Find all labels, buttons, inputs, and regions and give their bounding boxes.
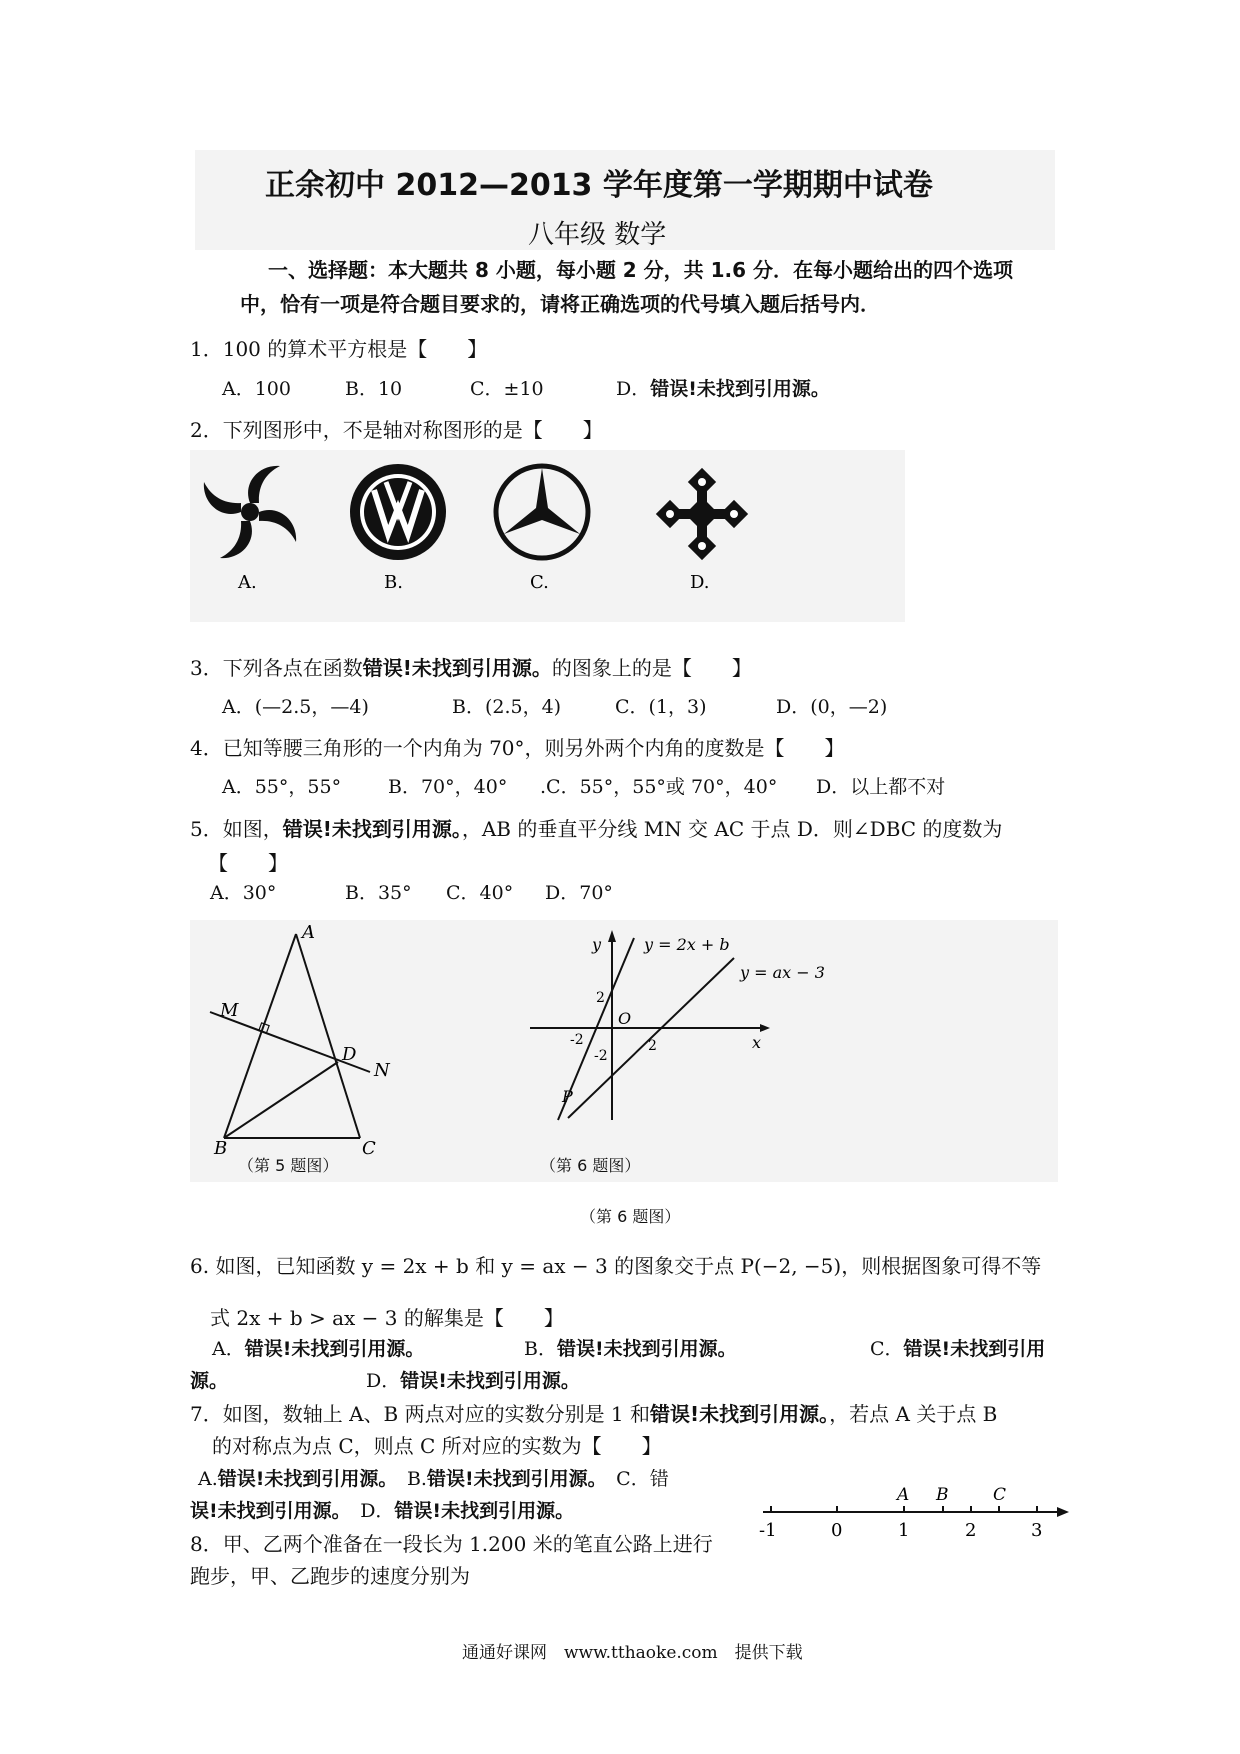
fig6-y-label: y (592, 935, 602, 954)
q7-options-row1: A.错误!未找到引用源。 B.错误!未找到引用源。 C．错 (198, 1468, 669, 1490)
fig5-label-b: B (214, 1138, 228, 1159)
q5-bracket: 【 】 (208, 851, 288, 875)
nl-point-b: B (936, 1485, 949, 1505)
fig6-tick-y2: 2 (596, 990, 605, 1006)
page-subtitle: 八年级 数学 (528, 220, 667, 250)
q1-option-c: C．±10 (470, 378, 544, 400)
q3-option-d: D．(0，—2) (776, 696, 888, 718)
q2-label-d: D. (690, 572, 710, 593)
q2-label-a: A. (238, 572, 257, 593)
star-logo-figure (496, 466, 588, 558)
q7-options-row2: 误!未找到引用源。 D．错误!未找到引用源。 (190, 1500, 575, 1522)
q5-option-d: D．70° (545, 882, 613, 904)
q5-stem: 5．如图，错误!未找到引用源。，AB 的垂直平分线 MN 交 AC 于点 D．则∠DBC 的度数为 (190, 817, 1003, 841)
nl-tick-3: 3 (1031, 1520, 1043, 1541)
q6-option-c: C．错误!未找到引用 (870, 1338, 1046, 1360)
q7-line2: 的对称点为点 C，则点 C 所对应的实数为【 】 (212, 1434, 662, 1458)
fig6-p-label: P (562, 1087, 573, 1106)
q2-label-c: C. (530, 572, 549, 593)
figure-caption: （第 6 题图） (580, 1207, 681, 1226)
pinwheel-figure (204, 466, 296, 558)
nl-tick-0: 0 (831, 1520, 843, 1541)
fig6-graph (520, 920, 840, 1140)
q4-option-a: A．55°，55° (222, 776, 342, 798)
nl-point-a: A (897, 1485, 910, 1505)
q5-option-b: B．35° (345, 882, 412, 904)
q4-option-b: B．70°，40° (388, 776, 508, 798)
fig5-label-a: A (302, 922, 315, 943)
nl-point-c: C (993, 1485, 1007, 1505)
q2-figures (190, 450, 905, 622)
fig6-line1-label: y = 2x + b (644, 935, 730, 954)
fig5-label-d: D (342, 1044, 357, 1065)
nl-tick-neg1: -1 (759, 1520, 777, 1541)
section-instructions-line1: 一、选择题：本大题共 8 小题，每小题 2 分，共 1.6 分．在每小题给出的四个选项 (268, 258, 1014, 282)
q1-option-b: B．10 (345, 378, 403, 400)
nl-tick-1: 1 (898, 1520, 910, 1541)
q6-option-b: B．错误!未找到引用源。 (524, 1338, 737, 1360)
q6-line1: 6. 如图，已知函数 y = 2x + b 和 y = ax − 3 的图象交于点 P(−2, −5)，则根据图象可得不等 (190, 1254, 1042, 1278)
fig5-label-m: M (220, 1000, 239, 1021)
section-instructions-line2: 中，恰有一项是符合题目要求的，请将正确选项的代号填入题后括号内． (240, 292, 880, 316)
fig6-origin-label: O (618, 1009, 632, 1028)
page-footer: 通通好课网 www.tthaoke.com 提供下载 (462, 1643, 803, 1663)
q8-line1: 8．甲、乙两个准备在一段长为 1.200 米的笔直公路上进行 (190, 1532, 713, 1556)
q1-option-a: A．100 (222, 378, 291, 400)
fig5-label-c: C (362, 1138, 376, 1159)
fig6-tick-yn2: -2 (594, 1048, 608, 1064)
fig5-label-n: N (374, 1060, 390, 1081)
q8-line2: 跑步，甲、乙跑步的速度分别为 (190, 1564, 470, 1588)
q3-option-b: B．(2.5，4) (452, 696, 562, 718)
fig6-x-label: x (752, 1033, 762, 1052)
cross-pattern-figure (656, 468, 748, 560)
fig6-tick-xn2: -2 (570, 1032, 584, 1048)
q3-option-a: A．(—2.5，—4) (222, 696, 369, 718)
q3-stem: 3．下列各点在函数错误!未找到引用源。的图象上的是【 】 (190, 656, 752, 680)
fig5-caption: （第 5 题图） (238, 1156, 339, 1175)
q4-option-d: D．以上都不对 (816, 776, 946, 798)
q1-option-d: D．错误!未找到引用源。 (616, 378, 830, 400)
q5-option-c: C．40° (446, 882, 514, 904)
q7-line1: 7．如图，数轴上 A、B 两点对应的实数分别是 1 和错误!未找到引用源。，若点 A 关于点 B (190, 1402, 998, 1426)
vw-logo-figure (350, 464, 446, 560)
fig5-triangle (190, 920, 450, 1182)
q2-label-b: B. (384, 572, 403, 593)
fig6-tick-x2: 2 (648, 1038, 657, 1054)
number-line (755, 1480, 1075, 1550)
q2-stem: 2．下列图形中，不是轴对称图形的是【 】 (190, 418, 603, 442)
q1-stem: 1．100 的算术平方根是【 】 (190, 337, 488, 361)
q5-option-a: A．30° (210, 882, 277, 904)
q4-stem: 4．已知等腰三角形的一个内角为 70°，则另外两个内角的度数是【 】 (190, 736, 845, 760)
fig6-caption: （第 6 题图） (540, 1156, 641, 1175)
fig6-line2-label: y = ax − 3 (740, 963, 825, 982)
q3-option-c: C．(1，3) (615, 696, 707, 718)
q4-option-c: .C．55°，55°或 70°，40° (540, 776, 778, 798)
q6-option-a: A．错误!未找到引用源。 (212, 1338, 425, 1360)
q6-option-d: D．错误!未找到引用源。 (366, 1370, 580, 1392)
q6-option-c-cont: 源。 (190, 1370, 229, 1392)
q6-line2: 式 2x + b > ax − 3 的解集是【 】 (210, 1306, 564, 1330)
nl-tick-2: 2 (965, 1520, 977, 1541)
page-title: 正余初中 2012—2013 学年度第一学期期中试卷 (265, 168, 933, 203)
